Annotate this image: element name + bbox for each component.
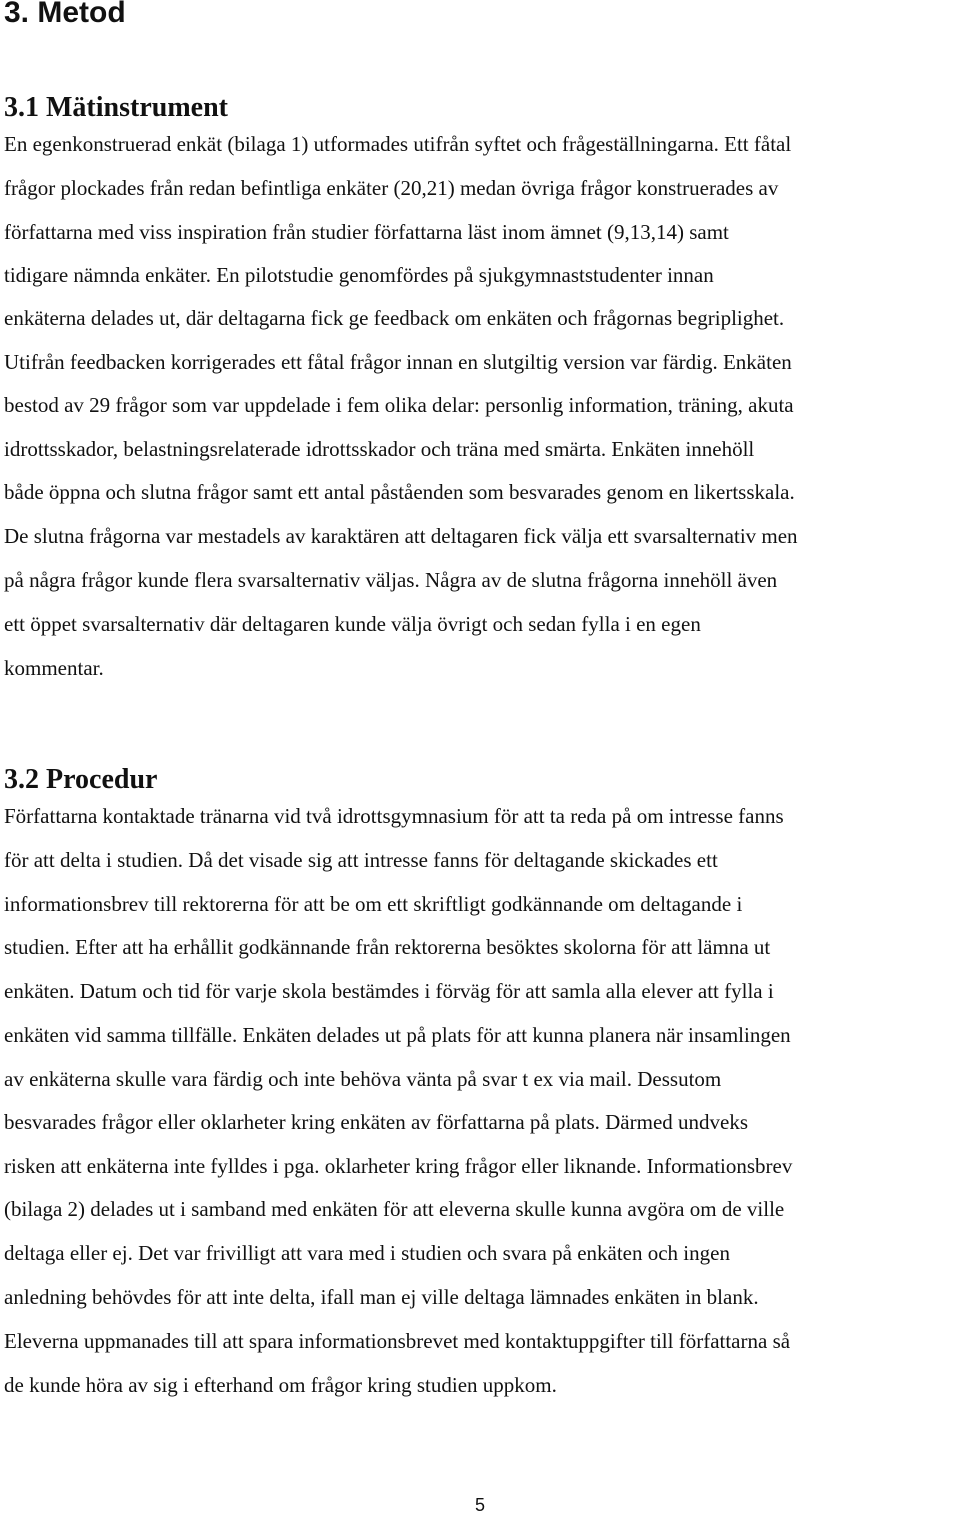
text-line: (bilaga 2) delades ut i samband med enkäten för att eleverna skulle kunna avgöra om de ville [4, 1197, 785, 1221]
text-line: av enkäterna skulle vara färdig och inte behöva vänta på svar t ex via mail. Dessutom [4, 1067, 722, 1091]
section-heading-procedur: 3.2 Procedur [4, 764, 158, 795]
text-line: idrottsskador, belastningsrelaterade idrottsskador och träna med smärta. Enkäten innehöll [4, 437, 755, 461]
text-line: för att delta i studien. Då det visade sig att intresse fanns för deltagande skickades ett [4, 848, 718, 872]
text-line: både öppna och slutna frågor samt ett antal påståenden som besvarades genom en likertsskala. [4, 480, 795, 504]
text-line: de kunde höra av sig i efterhand om frågor kring studien uppkom. [4, 1373, 557, 1397]
text-line: ett öppet svarsalternativ där deltagaren kunde välja övrigt och sedan fylla i en egen [4, 612, 701, 636]
section-heading-matinstrument: 3.1 Mätinstrument [4, 92, 228, 123]
text-line: deltaga eller ej. Det var frivilligt att vara med i studien och svara på enkäten och ingen [4, 1241, 730, 1265]
text-line: bestod av 29 frågor som var uppdelade i fem olika delar: personlig information, träning, akuta [4, 393, 794, 417]
text-line: kommentar. [4, 656, 104, 680]
text-line: enkäten vid samma tillfälle. Enkäten delades ut på plats för att kunna planera när insamlingen [4, 1023, 791, 1047]
text-line: enkäten. Datum och tid för varje skola bestämdes i förväg för att samla alla elever att fylla i [4, 979, 774, 1003]
text-line: besvarades frågor eller oklarheter kring enkäten av författarna på plats. Därmed undveks [4, 1110, 749, 1134]
text-line: De slutna frågorna var mestadels av karaktären att deltagaren fick välja ett svarsalternativ men [4, 524, 798, 548]
text-line: författarna med viss inspiration från studier författarna läst inom ämnet (9,13,14) samt [4, 220, 729, 244]
text-line: informationsbrev till rektorerna för att be om ett skriftligt godkännande om deltagande i [4, 892, 743, 916]
chapter-heading: 3. Metod [4, 0, 126, 29]
text-line: tidigare nämnda enkäter. En pilotstudie genomfördes på sjukgymnaststudenter innan [4, 263, 714, 287]
text-line: Författarna kontaktade tränarna vid två idrottsgymnasium för att ta reda på om intresse fanns [4, 804, 784, 828]
text-line: anledning behövdes för att inte delta, ifall man ej ville deltaga lämnades enkäten in blank. [4, 1285, 759, 1309]
text-line: Utifrån feedbacken korrigerades ett fåtal frågor innan en slutgiltig version var färdig. Enkäten [4, 350, 792, 374]
text-line: risken att enkäterna inte fylldes i pga. oklarheter kring frågor eller liknande. Informationsbrev [4, 1154, 793, 1178]
text-line: En egenkonstruerad enkät (bilaga 1) utformades utifrån syftet och frågeställningarna. Ett fåtal [4, 132, 792, 156]
text-line: Eleverna uppmanades till att spara informationsbrevet med kontaktuppgifter till författarna så [4, 1329, 791, 1353]
text-line: på några frågor kunde flera svarsalternativ väljas. Några av de slutna frågorna innehöll även [4, 568, 778, 592]
text-line: frågor plockades från redan befintliga enkäter (20,21) medan övriga frågor konstruerades av [4, 176, 779, 200]
text-line: studien. Efter att ha erhållit godkännande från rektorerna besöktes skolorna för att lämna ut [4, 935, 771, 959]
text-line: enkäterna delades ut, där deltagarna fick ge feedback om enkäten och frågornas begriplighet. [4, 306, 785, 330]
page-number: 5 [474, 1495, 485, 1515]
